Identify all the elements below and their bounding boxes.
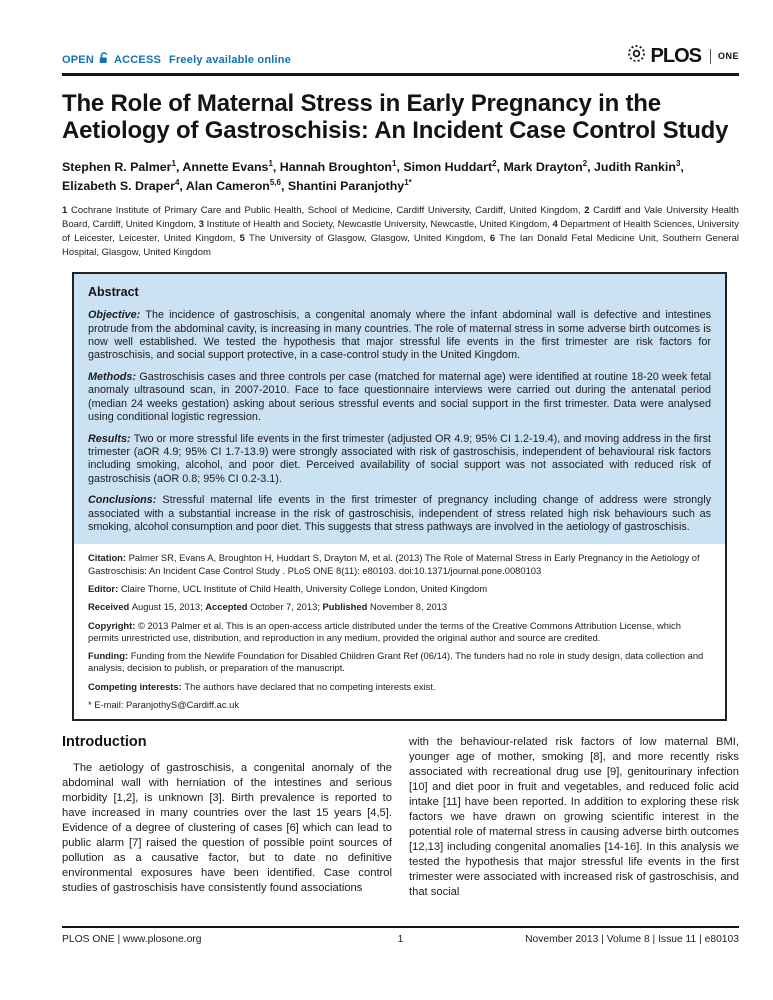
author-name: Shantini Paranjothy$^{1*}$: [287, 178, 412, 194]
right-column: [409, 735, 739, 900]
freely-available-label: Freely available online: [169, 54, 292, 66]
author-name: Simon Huddart$^2$: [403, 159, 497, 175]
open-access-open-label: OPEN: [62, 54, 94, 66]
abstract-paragraph: Conclusions: Stressful maternal life events in the first trimester of pregnancy including change of address were strongly associated with a substantial increase in the risk of gastroschisis, independent of stress related high risk behaviours such as smoking, alcohol consumption and poor diet. This suggests that stress pathways are involved in the aetiology of gastroschisis.: [88, 494, 711, 533]
plos-one-logo: [627, 44, 739, 68]
author-list: Stephen R. Palmer$^1$, Annette Evans$^1$, Hannah Broughton$^1$, Simon Huddart$^2$, Mark Drayton$^2$, Judith Rankin$^3$, Elizabeth S. Draper$^4$, Alan Cameron$^{5,6}$, Shantini Paranjothy$^{1*}$: [62, 159, 684, 194]
open-lock-icon: [98, 52, 110, 68]
meta-paragraph: Editor: Claire Thorne, UCL Institute of Child Health, University College London, United Kingdom: [88, 582, 488, 594]
meta-paragraph: Citation: Palmer SR, Evans A, Broughton H, Huddart S, Drayton M, et al. (2013) The Role of Maternal Stress in Early Pregnancy in the Aetiology of Gastroschisis: An Incident Case Control Study . PLoS ONE 8(11): e80103. doi:10.1371/journal.pone.0080103: [88, 552, 700, 576]
introduction-paragraph-left: The aetiology of gastroschisis, a congenital anomaly of the abdominal wall with herniation of the intestines and serious morbidity [1,2], is unknown [3]. Birth prevalence is reported to have increased in many countries over the last 15 years [4,5]. Evidence of a degree of clustering of cases [6] which can lead to public alarm [7] raised the question of possible point sources of pollution as a causative factor, but to date no definitive environmental exposures have been identified. Case control studies of gastroschisis have consistently found associations: [62, 762, 392, 895]
abstract-paragraph: Methods: Gastroschisis cases and three controls per case (matched for maternal age) were identified at routine 18-20 week fetal anomaly ultrasound scan, in 2007-2010. Face to face questionnaire interviews were carried out during the antenatal period (median 24 weeks gestation) asking about serious stressful events and social support in the first trimester. Data were analysed using conditional logistic regression.: [88, 370, 711, 424]
left-column: [62, 735, 392, 900]
introduction-paragraph-right: with the behaviour-related risk factors of low maternal BMI, younger age of mother, smoking [8], and more recently risks associated with recreational drug use [9], genitourinary infection [10] and diet poor in fruit and vegetables, and reduced folic acid intake [11] have been reported. In addition to exploring these risk factors we have drawn on growing scientific interest in the potential role of maternal stress in causing adverse birth outcomes [12,13] including congenital anomalies [14-16]. In this analysis we tested the hypothesis that major stressful life events in the first trimester were associated with increased risk of gastroschisis, and that social: [409, 736, 739, 899]
meta-paragraph: * E-mail: ParanjothyS@Cardiff.ac.uk: [88, 699, 240, 711]
introduction-heading: Introduction: [62, 734, 147, 751]
one-brand-text: ONE: [717, 51, 739, 61]
open-access-access-label: ACCESS: [113, 54, 162, 66]
abstract-box: [72, 272, 727, 721]
author-name: Elizabeth S. Draper$^4$: [62, 178, 180, 194]
footer-journal-url: PLOS ONE | www.plosone.org: [62, 934, 202, 945]
author-name: Stephen R. Palmer$^1$: [62, 159, 176, 175]
article-title: The Role of Maternal Stress in Early Pregnancy in the Aetiology of Gastroschisis: An Incident Case Control Study: [62, 90, 729, 144]
footer-page-number: 1: [397, 934, 404, 945]
abstract-paragraphs: [88, 309, 711, 534]
page-footer: [62, 926, 739, 945]
author-name: Alan Cameron$^{5,6}$: [185, 178, 281, 194]
author-name: Mark Drayton$^2$: [503, 159, 588, 175]
author-name: Judith Rankin$^3$: [594, 159, 681, 175]
meta-paragraph: Funding: Funding from the Newlife Foundation for Disabled Children Grant Ref (06/14). The funders had no role in study design, data collection and analysis, decision to publish, or preparation of the manuscript.: [88, 650, 704, 674]
author-name: Hannah Broughton$^1$: [279, 159, 397, 175]
header-rule: [62, 73, 739, 76]
plos-brand-text: PLOS: [650, 44, 701, 67]
top-bar: [62, 44, 739, 68]
abstract-section: [74, 274, 725, 544]
author-name: Annette Evans$^1$: [182, 159, 273, 175]
brand-divider: [710, 49, 711, 64]
plos-logo-icon: [627, 44, 646, 68]
article-meta-section: [74, 544, 725, 719]
meta-paragraph: Competing interests: The authors have declared that no competing interests exist.: [88, 680, 436, 692]
open-access-badge: [62, 52, 291, 68]
introduction-section: [62, 735, 739, 900]
abstract-heading: Abstract: [88, 285, 139, 300]
affiliation-list: 1 Cochrane Institute of Primary Care and Public Health, School of Medicine, Cardiff University, Cardiff, United Kingdom, 2 Cardiff and Vale University Health Board, Cardiff, United Kingdom, 3 Institute of Health and Society, Newcastle University, Newcastle, United Kingdom, 4 Department of Health Sciences, University of Leicester, Leicester, United Kingdom, 5 The University of Glasgow, Glasgow, United Kingdom, 6 The Ian Donald Fetal Medicine Unit, Southern General Hospital, Glasgow, United Kingdom: [62, 205, 739, 259]
abstract-paragraph: Objective: The incidence of gastroschisis, a congenital anomaly where the infant abdominal wall is defective and intestines protrude from the abdominal cavity, is increasing in many countries. The role of maternal stress in some adverse birth outcomes is now well established. We tested the hypothesis that major stressful life events in the first trimester are risk factors for gastroschisis, and social support protective, in a case-control study in the United Kingdom.: [88, 309, 711, 362]
abstract-paragraph: Results: Two or more stressful life events in the first trimester (adjusted OR 4.9; 95% CI 1.2-19.4), and moving address in the first trimester (aOR 4.9; 95% CI 1.7-13.9) were strongly associated with risk of gastroschisis, independent of behavioural risk factors including smoking, alcohol, and poor diet. Perceived availability of social support was not associated with reduced risk of gastroschisis (aOR 0.8; 95% CI 0.2-3.1).: [88, 432, 711, 485]
meta-paragraph: Copyright: © 2013 Palmer et al. This is an open-access article distributed under the terms of the Creative Commons Attribution License, which permits unrestricted use, distribution, and reproduction in any medium, provided the original author and source are credited.: [88, 619, 681, 643]
footer-issue-info: November 2013 | Volume 8 | Issue 11 | e80103: [525, 934, 739, 945]
meta-paragraph: Received August 15, 2013; Accepted October 7, 2013; Published November 8, 2013: [88, 601, 448, 613]
